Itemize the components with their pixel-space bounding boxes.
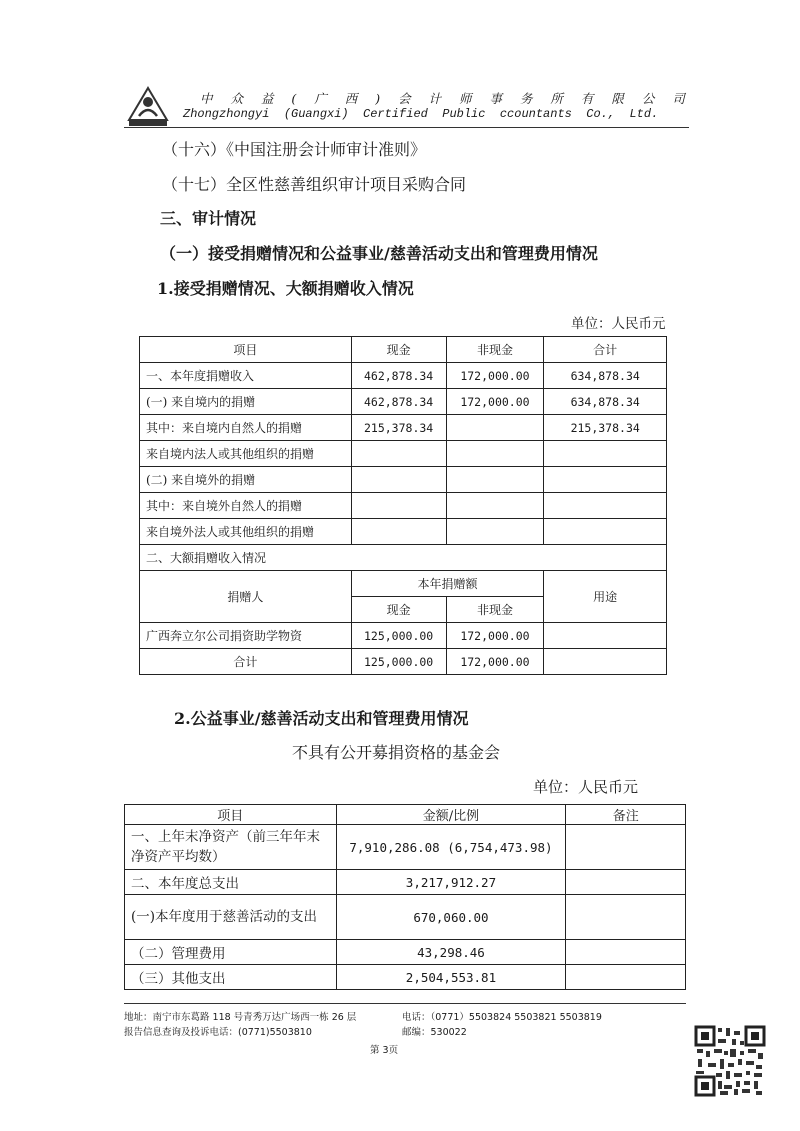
header-divider (124, 127, 689, 128)
cash-header: 现金 (351, 597, 446, 623)
table-row (140, 441, 667, 467)
total-value: 215,378.34 (544, 415, 667, 441)
col-header: 非现金 (446, 337, 544, 363)
col-header: 合计 (544, 337, 667, 363)
amount-value: 7,910,286.08 (6,754,473.98) (336, 825, 566, 870)
row-label: 二、本年度总支出 (125, 870, 337, 895)
unit-label-2: 单位：人民币元 (533, 778, 639, 796)
section-title: 三、审计情况 (160, 209, 257, 228)
col-header: 备注 (566, 805, 686, 825)
col-header: 项目 (125, 805, 337, 825)
footer-divider (124, 1003, 686, 1004)
large-donation-section-label: 二、大额捐赠收入情况 (140, 545, 667, 571)
table-row (140, 519, 667, 545)
table-row (140, 389, 667, 415)
row-label: 来自境内法人或其他组织的捐赠 (140, 441, 352, 467)
table-row (140, 623, 667, 649)
total-value: 634,878.34 (544, 363, 667, 389)
donor-name: 广西奔立尔公司捐资助学物资 (140, 623, 352, 649)
row-label: 一、本年度捐赠收入 (140, 363, 352, 389)
amount-value: 3,217,912.27 (336, 870, 566, 895)
table-row (140, 571, 667, 597)
noncash-value (446, 467, 544, 493)
row-label: （三）其他支出 (125, 965, 337, 990)
total-value (544, 441, 667, 467)
heading-donations: 1.接受捐赠情况、大额捐赠收入情况 (157, 279, 414, 298)
firm-logo-icon (127, 86, 169, 128)
noncash-value (446, 441, 544, 467)
cash-value (351, 441, 446, 467)
cash-value: 462,878.34 (351, 363, 446, 389)
donor-header: 捐赠人 (140, 571, 352, 623)
row-label: 其中：来自境外自然人的捐赠 (140, 493, 352, 519)
remark-value (566, 825, 686, 870)
noncash-value (446, 493, 544, 519)
remark-value (566, 940, 686, 965)
page-number: 第 3页 (370, 1045, 399, 1056)
table-row (125, 825, 686, 870)
amount-value: 2,504,553.81 (336, 965, 566, 990)
firm-name-en: Zhongzhongyi (Guangxi) Certified Public ccountants Co., Ltd. (183, 107, 659, 121)
noncash-value: 172,000.00 (446, 623, 544, 649)
amount-value: 43,298.46 (336, 940, 566, 965)
unit-label-1: 单位：人民币元 (571, 316, 666, 332)
firm-name-cn: 中 众 益 ( 广 西 ) 会 计 师 事 务 所 有 限 公 司 (200, 91, 692, 106)
expenditure-table (124, 804, 686, 990)
table-row (140, 363, 667, 389)
table-row (140, 493, 667, 519)
remark-value (566, 965, 686, 990)
footer-postcode: 邮编：530022 (402, 1027, 467, 1038)
table-row (125, 940, 686, 965)
cash-value: 462,878.34 (351, 389, 446, 415)
heading-expenditure: 2.公益事业/慈善活动支出和管理费用情况 (174, 709, 469, 728)
donation-table (139, 336, 667, 675)
table-row (125, 965, 686, 990)
total-label: 合计 (140, 649, 352, 675)
total-value (544, 493, 667, 519)
cash-value (351, 467, 446, 493)
cash-value (351, 519, 446, 545)
amount-value: 670,060.00 (336, 895, 566, 940)
remark-value (566, 895, 686, 940)
qr-code-icon (694, 1025, 766, 1097)
foundation-type: 不具有公开募捐资格的基金会 (292, 743, 501, 762)
table-row (140, 467, 667, 493)
row-label: （二）管理费用 (125, 940, 337, 965)
purpose-value (544, 649, 667, 675)
table-header-row (140, 337, 667, 363)
footer-hotline: 报告信息查询及投诉电话：(0771)5503810 (124, 1027, 312, 1038)
table-row (140, 649, 667, 675)
cash-value: 125,000.00 (351, 649, 446, 675)
table-row (140, 415, 667, 441)
row-label: (一) 来自境内的捐赠 (140, 389, 352, 415)
purpose-header: 用途 (544, 571, 667, 623)
basis-item-16: （十六）《中国注册会计师审计准则》 (162, 140, 427, 159)
remark-value (566, 870, 686, 895)
row-label: 来自境外法人或其他组织的捐赠 (140, 519, 352, 545)
footer-address: 地址：南宁市东葛路 118 号青秀万达广场西一栋 26 层 (124, 1012, 357, 1023)
noncash-value (446, 519, 544, 545)
table-row (125, 895, 686, 940)
year-amount-header: 本年捐赠额 (351, 571, 544, 597)
noncash-value: 172,000.00 (446, 649, 544, 675)
noncash-value: 172,000.00 (446, 363, 544, 389)
total-value (544, 519, 667, 545)
table-row (125, 870, 686, 895)
row-label: (一)本年度用于慈善活动的支出 (125, 895, 337, 940)
total-value (544, 467, 667, 493)
col-header: 项目 (140, 337, 352, 363)
row-label: 一、上年末净资产（前三年年末净资产平均数） (125, 825, 337, 870)
row-label: (二) 来自境外的捐赠 (140, 467, 352, 493)
footer-phone: 电话：（0771）5503824 5503821 5503819 (402, 1012, 602, 1023)
basis-item-17: （十七）全区性慈善组织审计项目采购合同 (162, 175, 467, 194)
noncash-value: 172,000.00 (446, 389, 544, 415)
cash-value (351, 493, 446, 519)
purpose-value (544, 623, 667, 649)
col-header: 金额/比例 (336, 805, 566, 825)
total-value: 634,878.34 (544, 389, 667, 415)
noncash-value (446, 415, 544, 441)
col-header: 现金 (351, 337, 446, 363)
row-label: 其中：来自境内自然人的捐赠 (140, 415, 352, 441)
subsection-title: （一）接受捐赠情况和公益事业/慈善活动支出和管理费用情况 (160, 244, 598, 263)
cash-value: 215,378.34 (351, 415, 446, 441)
cash-value: 125,000.00 (351, 623, 446, 649)
table-row (140, 545, 667, 571)
noncash-header: 非现金 (446, 597, 544, 623)
table-header-row (125, 805, 686, 825)
